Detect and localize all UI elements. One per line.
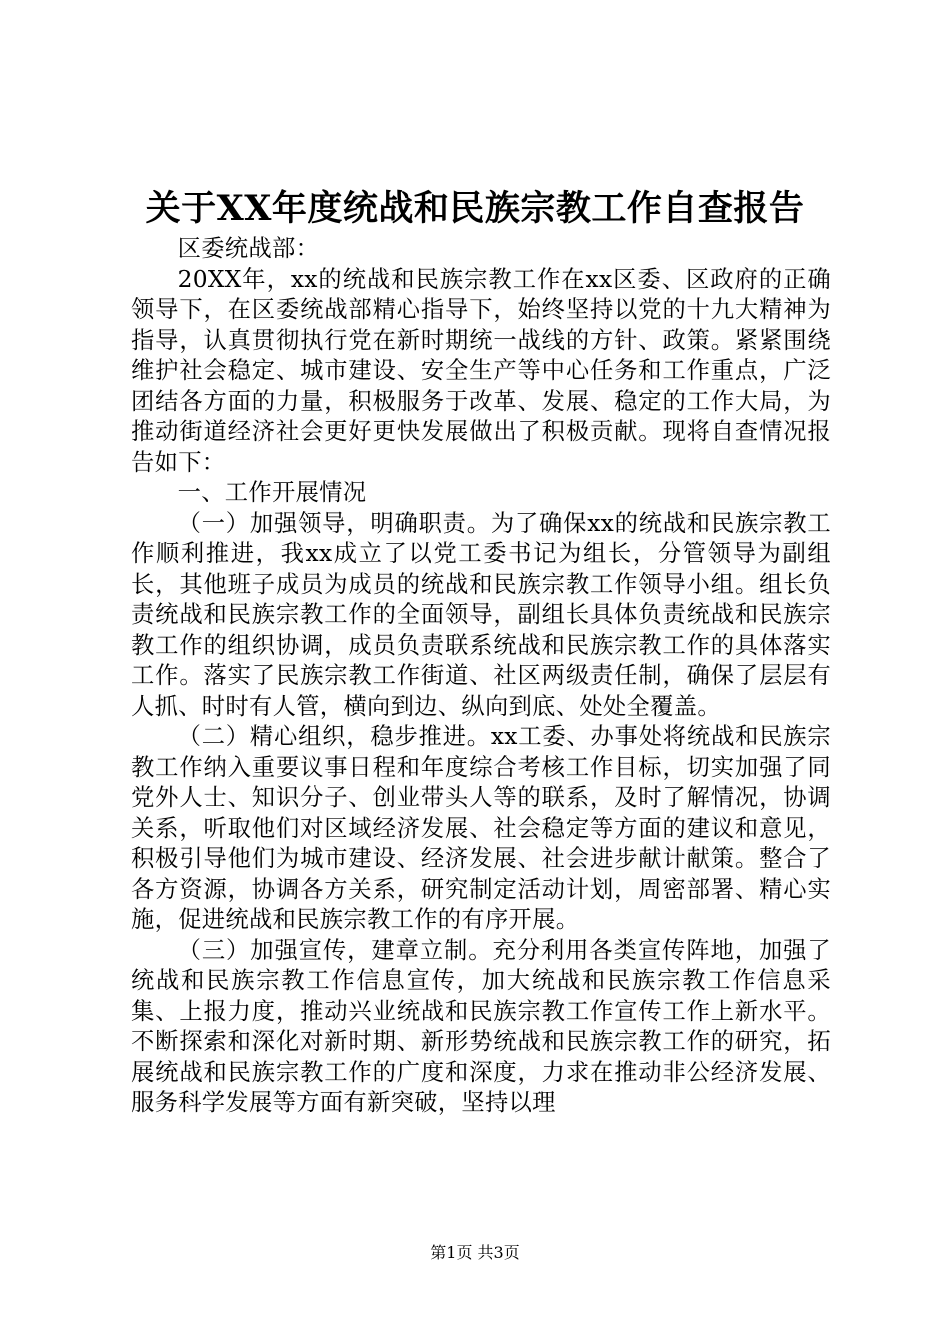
paragraph-item-2: （二）精心组织，稳步推进。xx工委、办事处将统战和民族宗教工作纳入重要议事日程和年度综合考核工作目标，切实加强了同党外人士、知识分子、创业带头人等的联系，及时了解情况，协调关系，听取他们对区域经济发展、社会稳定等方面的建议和意见，积极引导他们为城市建设、经济发展、社会进步献计献策。整合了各方资源，协调各方关系，研究制定活动计划，周密部署、精心实施，促进统战和民族宗教工作的有序开展。: [131, 723, 831, 933]
section-heading: 一、工作开展情况: [177, 479, 367, 506]
document-body: [131, 234, 831, 1119]
paragraph-intro: 20XX年，xx的统战和民族宗教工作在xx区委、区政府的正确领导下，在区委统战部精心指导下，始终坚持以党的十九大精神为指导，认真贯彻执行党在新时期统一战线的方针、政策。紧紧围绕维护社会稳定、城市建设、安全生产等中心任务和工作重点，广泛团结各方面的力量，积极服务于改革、发展、稳定的工作大局，为推动街道经济社会更好更快发展做出了积极贡献。现将自查情况报告如下：: [131, 265, 831, 476]
document-title: 关于XX年度统战和民族宗教工作自查报告: [145, 188, 805, 229]
paragraph-item-1: （一）加强领导，明确职责。为了确保xx的统战和民族宗教工作顺利推进，我xx成立了以党工委书记为组长，分管领导为副组长，其他班子成员为成员的统战和民族宗教工作领导小组。组长负责统战和民族宗教工作的全面领导，副组长具体负责统战和民族宗教工作的组织协调，成员负责联系统战和民族宗教工作的具体落实工作。落实了民族宗教工作街道、社区两级责任制，确保了层层有人抓、时时有人管，横向到边、纵向到底、处处全覆盖。: [131, 509, 831, 720]
page-footer: 第1页 共3页: [430, 1243, 520, 1262]
paragraph-item-3: （三）加强宣传，建章立制。充分利用各类宣传阵地，加强了统战和民族宗教工作信息宣传，加大统战和民族宗教工作信息采集、上报力度，推动兴业统战和民族宗教工作宣传工作上新水平。不断探索和深化对新时期、新形势统战和民族宗教工作的研究，拓展统战和民族宗教工作的广度和深度，力求在推动非公经济发展、服务科学发展等方面有新突破，坚持以理: [131, 936, 831, 1116]
salutation: 区委统战部：: [177, 235, 320, 262]
